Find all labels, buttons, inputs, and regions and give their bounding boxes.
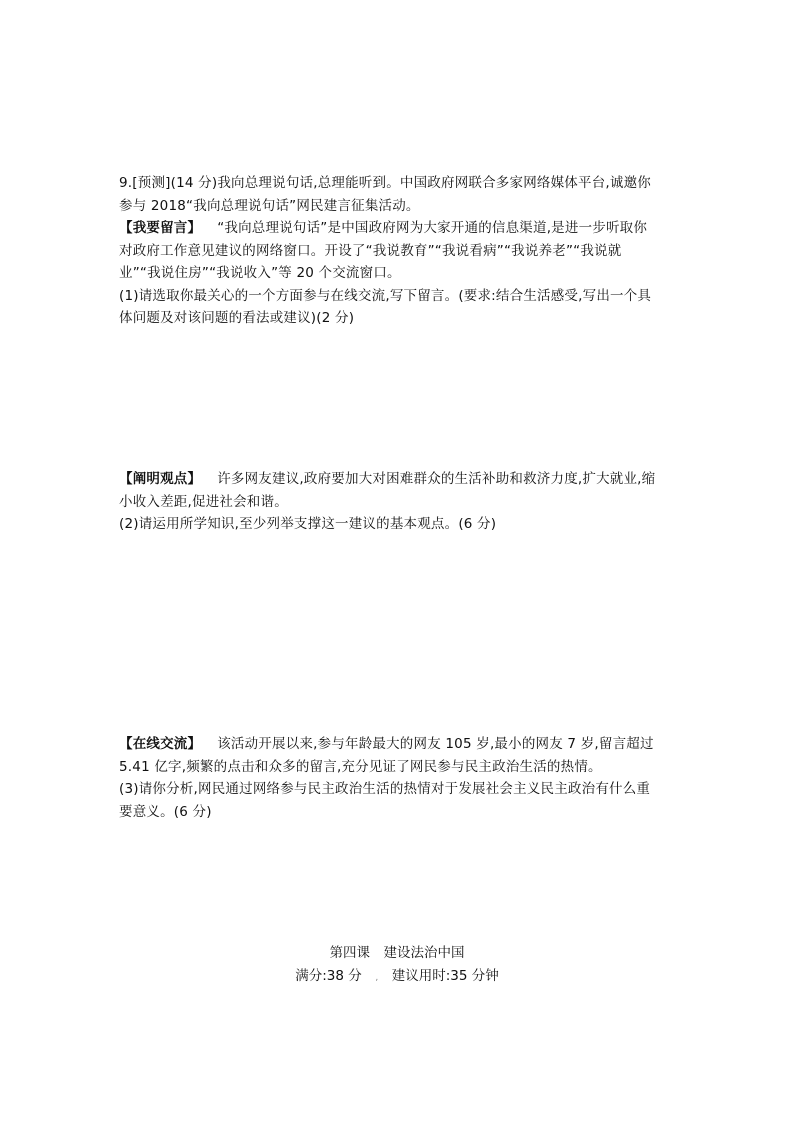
full-score: 满分:38 分 xyxy=(295,968,362,984)
lesson-meta xyxy=(0,965,794,990)
section-3-tag: 【在线交流】 xyxy=(119,736,202,752)
section-1-line-3: 业”“我说住房”“我说收入”等 20 个交流窗口。 xyxy=(119,265,401,281)
question-intro-line-2: 参与 2018“我向总理说句话”网民建言征集活动。 xyxy=(119,197,420,214)
section-3-line-1 xyxy=(119,733,679,756)
sub-question-1-line-1: (1)请选取你最关心的一个方面参与在线交流,写下留言。(要求:结合生活感受,写出一个具 xyxy=(119,287,652,304)
sub-question-2-line-1: (2)请运用所学知识,至少列举支撑这一建议的基本观点。(6 分) xyxy=(119,516,497,532)
section-1-tag: 【我要留言】 xyxy=(119,220,202,236)
separator: , xyxy=(375,973,379,983)
section-3-block xyxy=(119,733,679,823)
suggested-time: 建议用时:35 分钟 xyxy=(391,968,499,984)
section-2-line-1 xyxy=(119,468,679,491)
section-2-tag: 【阐明观点】 xyxy=(119,471,202,487)
question-intro-line-1: 9.[预测](14 分)我向总理说句话,总理能听到。中国政府网联合多家网络媒体平台,诚邀你 xyxy=(119,175,651,191)
section-2-text-1: 许多网友建议,政府要加大对困难群众的生活补助和救济力度,扩大就业,缩 xyxy=(217,471,656,487)
question-9-block xyxy=(119,172,679,330)
section-3-text-1: 该活动开展以来,参与年龄最大的网友 105 岁,最小的网友 7 岁,留言超过 xyxy=(217,736,654,752)
section-1-line-1 xyxy=(119,217,679,240)
section-3-line-2: 5.41 亿字,频繁的点击和众多的留言,充分见证了网民参与民主政治生活的热情。 xyxy=(119,758,602,775)
section-1-line-2: 对政府工作意见建议的网络窗口。开设了“我说教育”“我说看病”“我说养老”“我说就 xyxy=(119,242,622,259)
sub-question-3-line-1: (3)请你分析,网民通过网络参与民主政治生活的热情对于发展社会主义民主政治有什么重 xyxy=(119,781,651,797)
section-2-line-2: 小收入差距,促进社会和谐。 xyxy=(119,493,288,510)
section-2-block xyxy=(119,468,679,536)
lesson-title: 第四课 建设法治中国 xyxy=(329,945,465,961)
sub-question-3-line-2: 要意义。(6 分) xyxy=(119,803,212,820)
lesson-header xyxy=(0,942,794,990)
sub-question-1-line-2: 体问题及对该问题的看法或建议)(2 分) xyxy=(119,310,355,326)
section-1-text-1: “我向总理说句话”是中国政府网为大家开通的信息渠道,是进一步听取你 xyxy=(217,220,648,236)
